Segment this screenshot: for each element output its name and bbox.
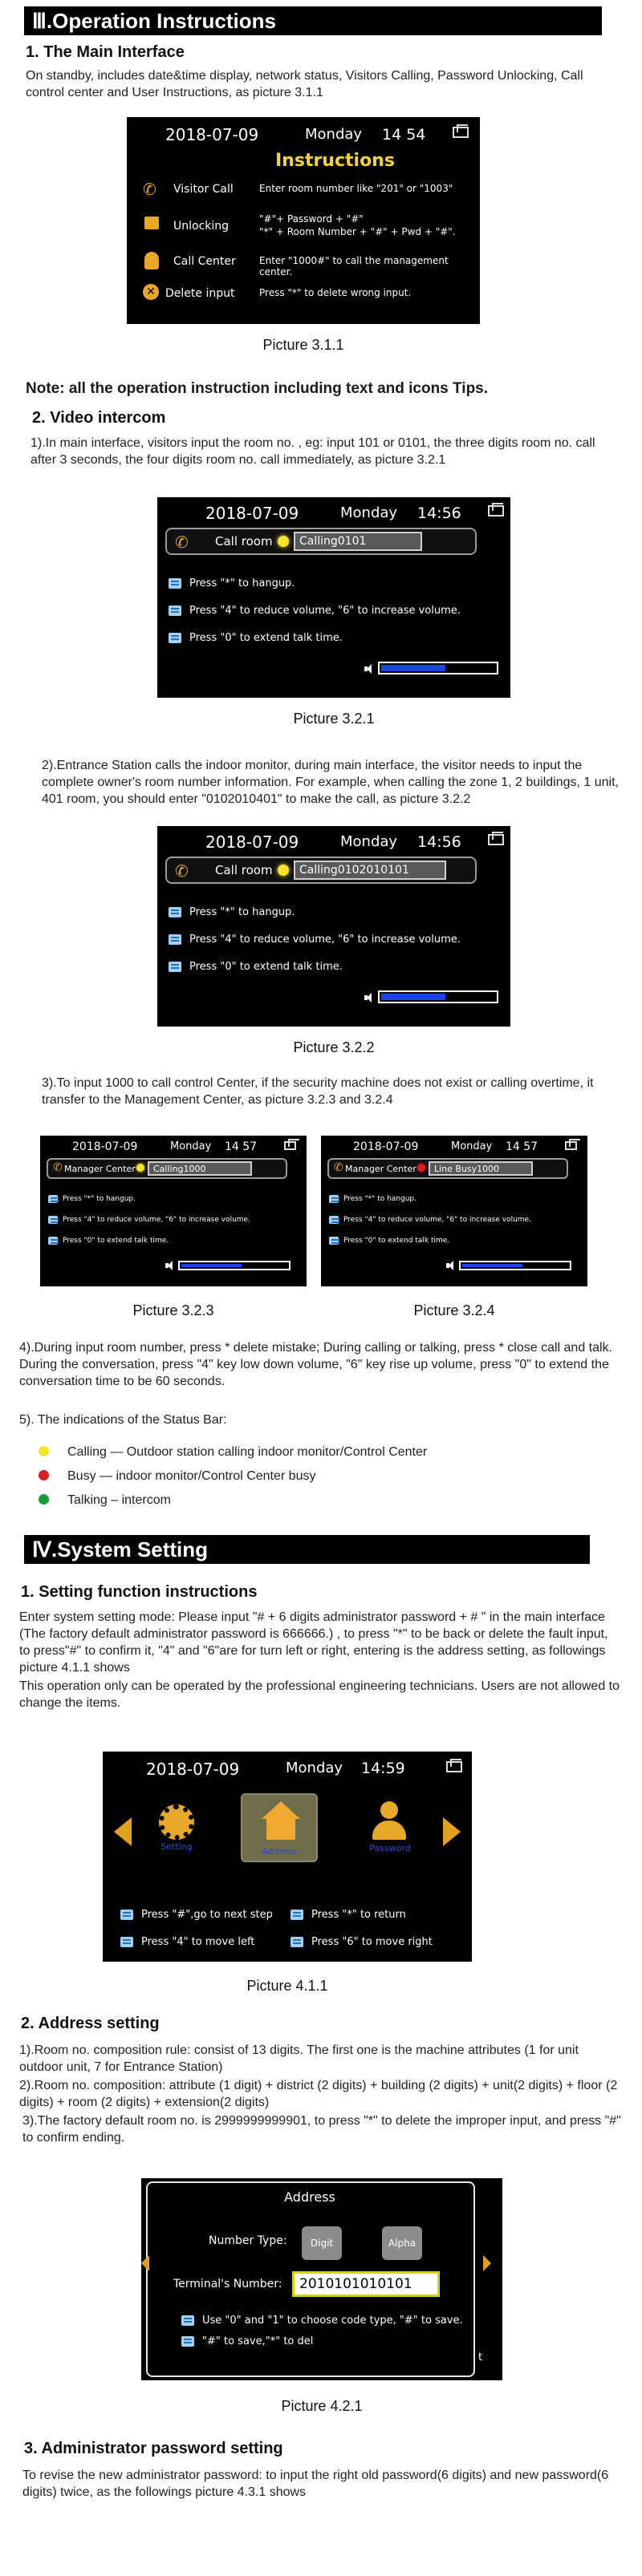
heading-setting-function: 1. Setting function instructions (21, 1583, 258, 1601)
section-title: Ⅲ.Operation Instructions (32, 8, 276, 33)
tip-icon (291, 1910, 303, 1920)
caption-4-1-1: Picture 4.1.1 (246, 1978, 328, 1994)
network-status-icon (488, 834, 504, 845)
status-dot-calling (278, 865, 289, 876)
tip-icon (48, 1216, 58, 1224)
tip-text: Press "4" to reduce volume, "6" to increase volume. (189, 934, 461, 946)
paragraph-admin-password: To revise the new administrator password: to input the right old password(6 digits) and new password(6 digits) twice, as the followings picture 4.3.1 shows (22, 2469, 609, 2499)
tip-icon (291, 1937, 303, 1947)
volume-level (381, 665, 445, 671)
weekday-display: Monday (170, 1140, 212, 1152)
section-banner (24, 1535, 590, 1564)
visitor-call-label: Visitor Call (173, 183, 234, 196)
tip-choose-code (181, 2315, 463, 2327)
tip-icon (181, 2336, 194, 2347)
address-rule-3: 3).The factory default room no. is 2999999999901, to press "*" to delete the improper input, and press "#" to confirm ending. (22, 2114, 621, 2145)
unlocking-text-2: "*" + Room Number + "#" + Pwd + "#". (259, 226, 456, 237)
volume-bar (459, 1261, 571, 1270)
arrow-left-icon[interactable] (141, 2255, 149, 2271)
date-display: 2018-07-09 (205, 832, 299, 852)
arrow-right-icon[interactable] (443, 1817, 461, 1846)
tip-icon (329, 1216, 339, 1224)
tip-text: Press "*" to hangup. (343, 1195, 416, 1203)
volume-bar (178, 1261, 291, 1270)
tip-icon (48, 1237, 58, 1245)
tip-icon (48, 1195, 58, 1203)
tip-icon (120, 1910, 133, 1920)
section-title: Ⅳ.System Setting (32, 1537, 209, 1561)
call-label: Call room (215, 863, 273, 877)
delete-icon: ✕ (143, 284, 159, 300)
tip-text: Press "0" to extend talk time. (63, 1237, 169, 1245)
phone-icon: ✆ (143, 180, 156, 199)
caption-4-2-1: Picture 4.2.1 (281, 2398, 363, 2414)
weekday-display: Monday (451, 1140, 493, 1152)
delete-input-label: Delete input (165, 287, 235, 300)
tip-text: Press "*" to hangup. (189, 906, 295, 918)
date-display: 2018-07-09 (165, 125, 259, 144)
tip-icon (169, 578, 181, 589)
phone-icon: ✆ (175, 533, 189, 552)
tip-text: Press "*" to return (311, 1909, 406, 1921)
tip-extend (48, 1237, 169, 1245)
speaker-icon (165, 1261, 173, 1270)
room-number-field: Calling1000 (148, 1161, 252, 1176)
speaker-icon (364, 993, 372, 1002)
paragraph-video-1: 1).In main interface, visitors input the room no. , eg: input 101 or 0101, the three digits room no. call after 3 seconds, the four digits room no. call immediately, as picture 3.2.1 (30, 436, 595, 467)
menu-item-label: Password (369, 1843, 411, 1853)
menu-item-label: Setting (160, 1841, 193, 1852)
tip-text: Press "0" to extend talk time. (343, 1237, 450, 1245)
caption-3-2-4: Picture 3.2.4 (413, 1302, 495, 1318)
figure-manager-center-busy (321, 1136, 587, 1286)
tip-icon (181, 2315, 194, 2326)
status-dot-busy (417, 1164, 425, 1172)
person-head-icon (380, 1801, 398, 1819)
menu-item-label: Address (262, 1846, 297, 1857)
tip-hangup (48, 1195, 136, 1203)
status-talking-text: Talking – intercom (67, 1493, 171, 1507)
delete-input-text: Press "*" to delete wrong input. (259, 287, 412, 298)
gear-icon (159, 1804, 194, 1840)
tip-volume (169, 605, 461, 617)
tip-icon (329, 1195, 339, 1203)
call-label: Manager Center (345, 1164, 416, 1174)
status-calling-text: Calling — Outdoor station calling indoor monitor/Control Center (67, 1445, 428, 1459)
figure-main-interface (127, 117, 480, 324)
edge-text: t (478, 2351, 483, 2363)
figure-setting-menu (103, 1752, 472, 1962)
figure-calling-room-3-2-1 (157, 497, 510, 698)
room-number-field: Line Busy1000 (429, 1161, 533, 1176)
network-status-icon (488, 505, 504, 516)
person-icon (372, 1821, 406, 1840)
caption-3-2-2: Picture 3.2.2 (293, 1039, 375, 1055)
menu-item-password[interactable] (361, 1798, 419, 1856)
note-text: Note: all the operation instruction including text and icons Tips. (26, 380, 489, 397)
tip-text: "#" to save,"*" to del (202, 2335, 314, 2347)
tip-text: Press "0" to extend talk time. (189, 632, 343, 644)
tip-text: Use "0" and "1" to choose code type, "#" to save. (202, 2315, 463, 2327)
tip-return (291, 1909, 406, 1921)
time-display: 14 54 (382, 126, 426, 144)
tip-move-right (291, 1936, 433, 1948)
heading-main-interface: 1. The Main Interface (26, 43, 185, 61)
tip-icon (169, 907, 181, 917)
tip-icon (120, 1937, 133, 1947)
tip-icon (329, 1237, 339, 1245)
heading-video-intercom: 2. Video intercom (32, 409, 166, 427)
weekday-display: Monday (286, 1760, 343, 1776)
volume-level (462, 1264, 522, 1267)
tip-extend (169, 632, 343, 644)
instructions-title: Instructions (275, 151, 395, 171)
tip-save-del (181, 2335, 313, 2347)
tip-move-left (120, 1936, 254, 1948)
network-status-icon (565, 1141, 577, 1150)
arrow-right-icon[interactable] (483, 2255, 491, 2271)
weekday-display: Monday (340, 833, 398, 850)
tip-icon (169, 962, 181, 972)
address-title: Address (284, 2189, 335, 2205)
call-label: Call room (215, 534, 273, 549)
terminal-number-label: Terminal's Number: (173, 2278, 282, 2290)
caption-3-2-3: Picture 3.2.3 (132, 1302, 214, 1318)
paragraph-video-3: 3).To input 1000 to call control Center, if the security machine does not exist or calling overtime, it transfer to the Management Center, as picture 3.2.3 and 3.2.4 (42, 1076, 594, 1107)
tip-volume (48, 1216, 250, 1224)
tip-text: Press "4" to move left (141, 1936, 255, 1948)
tip-volume (169, 934, 461, 946)
paragraph-setting-warning: This operation only can be operated by the professional engineering technicians. Users are not allowed to change the items. (19, 1679, 620, 1710)
section-banner (24, 6, 602, 35)
volume-level (181, 1264, 242, 1267)
speaker-icon (364, 664, 372, 674)
weekday-display: Monday (340, 504, 398, 521)
tip-hangup (329, 1195, 416, 1203)
tip-extend (329, 1237, 449, 1245)
status-dot-calling (136, 1164, 144, 1172)
tip-text: Press "4" to reduce volume, "6" to increase volume. (343, 1216, 531, 1224)
tip-extend (169, 961, 343, 973)
paragraph-video-2: 2).Entrance Station calls the indoor monitor, during main interface, the visitor needs to input the complete owner's room number information. For example, when calling the zone 1, 2 buildings, 1 unit, 401 room, you should enter "0102010401" to make the call, as picture 3.2.2 (42, 759, 619, 806)
time-display: 14:56 (417, 833, 461, 851)
visitor-call-text: Enter room number like "201" or "1003" (259, 183, 453, 194)
volume-bar (378, 662, 498, 674)
status-bullet-busy (39, 1470, 49, 1480)
terminal-number-field[interactable]: 2010101010101 (292, 2271, 440, 2297)
time-display: 14 57 (225, 1140, 258, 1153)
arrow-left-icon[interactable] (114, 1817, 132, 1846)
call-label: Manager Center (64, 1164, 136, 1174)
network-status-icon (446, 1761, 462, 1772)
figure-manager-center-calling (40, 1136, 307, 1286)
digit-button[interactable]: Digit (302, 2226, 342, 2260)
volume-level (381, 994, 445, 1000)
paragraph-video-4: 4).During input room number, press * delete mistake; During calling or talking, press * close call and talk. During the conversation, press "4" key low down volume, "6" key rise up volume, press "0" to extend the conversation time to be 60 seconds. (19, 1341, 613, 1388)
status-dot-calling (278, 536, 289, 547)
volume-bar (378, 990, 498, 1003)
time-display: 14:56 (417, 504, 461, 522)
call-center-label: Call Center (173, 255, 236, 268)
phone-icon: ✆ (53, 1161, 63, 1174)
date-display: 2018-07-09 (205, 504, 299, 523)
figure-calling-room-3-2-2 (157, 826, 510, 1027)
address-rule-2: 2).Room no. composition: attribute (1 digit) + district (2 digits) + building (2 digits) + unit(2 digits) + floor (2 digits) + room (2 digits) + extension(2 digits) (19, 2079, 618, 2109)
tip-next-step (120, 1909, 273, 1921)
tip-text: Press "*" to hangup. (189, 577, 295, 589)
status-bullet-talking (39, 1494, 49, 1505)
status-bullet-calling (39, 1446, 49, 1456)
weekday-display: Monday (305, 126, 363, 143)
tip-volume (329, 1216, 531, 1224)
heading-admin-password: 3. Administrator password setting (24, 2440, 283, 2457)
call-center-text: Enter "1000#" to call the management center. (259, 255, 449, 277)
room-number-field: Calling0102010101 (294, 861, 446, 880)
caption-3-2-1: Picture 3.2.1 (293, 711, 375, 727)
tip-icon (169, 633, 181, 643)
tip-text: Press "0" to extend talk time. (189, 961, 343, 973)
unlocking-label: Unlocking (173, 220, 230, 233)
speaker-icon (446, 1261, 454, 1270)
menu-item-setting[interactable] (148, 1800, 205, 1856)
tip-text: Press "4" to reduce volume, "6" to increase volume. (63, 1216, 250, 1224)
number-type-label: Number Type: (209, 2234, 287, 2247)
date-display: 2018-07-09 (353, 1140, 419, 1153)
tip-icon (169, 606, 181, 616)
alpha-button[interactable]: Alpha (382, 2226, 422, 2260)
time-display: 14:59 (361, 1760, 405, 1777)
tip-hangup (169, 577, 295, 589)
tip-text: Press "6" to move right (311, 1936, 433, 1948)
network-status-icon (284, 1141, 296, 1150)
home-roof-icon (262, 1801, 300, 1819)
phone-icon: ✆ (175, 861, 189, 881)
paragraph-main-interface: On standby, includes date&time display, network status, Visitors Calling, Password Unlocking, Call control center and User Instructions, as picture 3.1.1 (26, 69, 583, 99)
date-display: 2018-07-09 (146, 1760, 240, 1779)
unlocking-text: "#"+ Password + "#" (259, 213, 364, 225)
home-icon (266, 1819, 295, 1840)
network-status-icon (453, 127, 469, 138)
paragraph-video-5: 5). The indications of the Status Bar: (19, 1413, 227, 1427)
time-display: 14 57 (506, 1140, 538, 1153)
phone-icon: ✆ (334, 1161, 343, 1174)
paragraph-setting: Enter system setting mode: Please input "# + 6 digits administrator password + # " in the main interface (The factory default administrator password is 666666.) , to press "*" to be back or delete the fault input, to press"#" to confirm it, "4" and "6"are for turn left or right, entering is the address setting, as followings picture 4.1.1 shows (19, 1610, 608, 1675)
tip-text: Press "*" to hangup. (63, 1195, 136, 1203)
lock-icon (144, 217, 159, 229)
call-center-icon (144, 252, 159, 269)
figure-address-setting (141, 2178, 502, 2380)
tip-hangup (169, 906, 295, 918)
tip-text: Press "4" to reduce volume, "6" to increase volume. (189, 605, 461, 617)
room-number-field: Calling0101 (294, 532, 422, 551)
address-rule-1: 1).Room no. composition rule: consist of 13 digits. The first one is the machine attributes (1 for unit outdoor unit, 7 for Entrance Station) (19, 2043, 579, 2074)
tip-text: Press "#",go to next step (141, 1909, 273, 1921)
menu-item-address[interactable] (241, 1793, 318, 1862)
status-busy-text: Busy — indoor monitor/Control Center busy (67, 1469, 316, 1483)
date-display: 2018-07-09 (72, 1140, 138, 1153)
caption-3-1-1: Picture 3.1.1 (262, 337, 344, 353)
heading-address-setting: 2. Address setting (21, 2015, 160, 2032)
tip-icon (169, 934, 181, 945)
